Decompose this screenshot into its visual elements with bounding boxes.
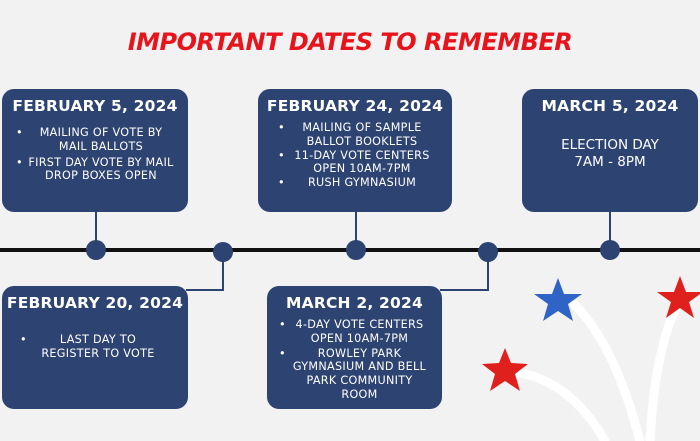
event-line: ELECTION DAY (561, 137, 659, 153)
star-trail-blue (575, 305, 640, 441)
event-items (258, 121, 452, 190)
event-date: MARCH 2, 2024 (286, 294, 423, 312)
timeline-dot-feb5 (86, 240, 106, 260)
event-date: MARCH 5, 2024 (541, 97, 679, 115)
event-item: • MAILING OF VOTE BY MAIL BALLOTS (16, 126, 176, 154)
firework-stars-decoration (482, 276, 700, 441)
event-card-mar2 (267, 286, 442, 409)
timeline-dot-feb24 (346, 240, 366, 260)
event-card-feb24 (258, 89, 452, 212)
page-title: IMPORTANT DATES TO REMEMBER (127, 28, 573, 56)
event-item: • LAST DAY TO REGISTER TO VOTE (20, 333, 166, 361)
event-description (522, 137, 698, 171)
event-line: 7AM - 8PM (574, 154, 646, 170)
timeline-dot-mar2 (478, 242, 498, 262)
event-date: FEBRUARY 24, 2024 (266, 97, 444, 115)
event-items (2, 126, 188, 183)
event-items (2, 333, 188, 361)
event-item: • 11-DAY VOTE CENTERS OPEN 10AM-7PM (278, 149, 436, 177)
event-item: • RUSH GYMNASIUM (278, 176, 436, 190)
blue-star-icon (534, 278, 582, 321)
event-item: • MAILING OF SAMPLE BALLOT BOOKLETS (278, 121, 436, 149)
event-card-feb5 (2, 89, 188, 212)
event-item: • 4-DAY VOTE CENTERS OPEN 10AM-7PM (279, 318, 430, 346)
event-date: FEBRUARY 5, 2024 (12, 97, 178, 115)
event-card-feb20 (2, 286, 188, 409)
event-date: FEBRUARY 20, 2024 (6, 294, 184, 312)
star-trail-red-left (515, 372, 605, 441)
event-items (267, 318, 442, 402)
event-item: • ROWLEY PARK GYMNASIUM AND BELL PARK COMMUNITY ROOM (279, 347, 430, 402)
star-trail-red-right (650, 300, 680, 441)
timeline-dot-feb20 (213, 242, 233, 262)
timeline-dot-mar5 (600, 240, 620, 260)
event-card-mar5 (522, 89, 698, 212)
event-item: • FIRST DAY VOTE BY MAIL DROP BOXES OPEN (16, 156, 176, 184)
